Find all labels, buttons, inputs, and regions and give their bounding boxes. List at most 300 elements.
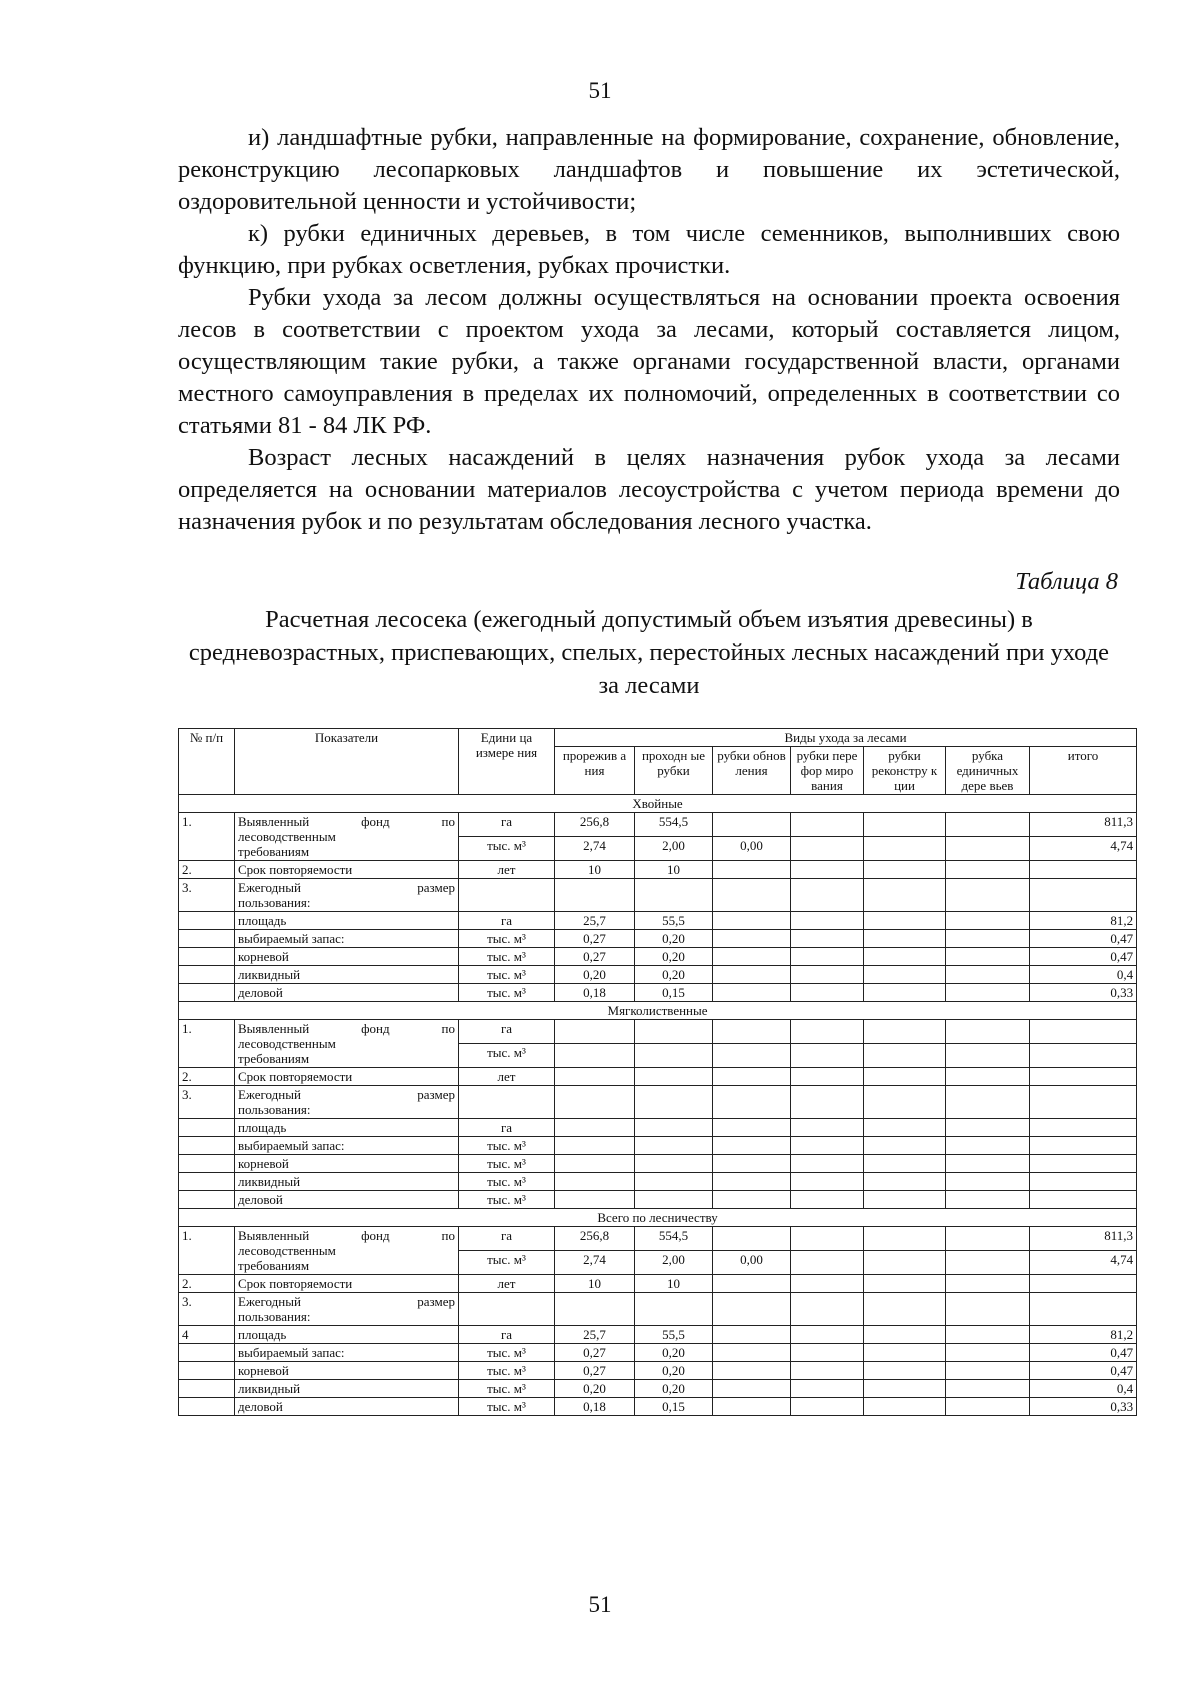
row-label: выбираемый запас:: [235, 930, 459, 948]
table-cell: 81,2: [1030, 1326, 1137, 1344]
table-cell: [555, 1137, 635, 1155]
table-cell: [864, 1227, 946, 1251]
table-cell: [864, 1137, 946, 1155]
table-cell: 0,27: [555, 1362, 635, 1380]
row-label: Срок повторяемости: [235, 1275, 459, 1293]
unit-cell: га: [459, 813, 555, 837]
row-label: [235, 1086, 459, 1119]
label-line: пользования:: [238, 1309, 311, 1324]
table-cell: 2,00: [635, 1251, 713, 1275]
unit-cell: тыс. м³: [459, 966, 555, 984]
table-cell: 0,15: [635, 1398, 713, 1416]
table-cell: [946, 1173, 1030, 1191]
table-cell: [555, 1086, 635, 1119]
table-row: [179, 861, 1137, 879]
row-label: площадь: [235, 912, 459, 930]
table-cell: [864, 1086, 946, 1119]
table-cell: 0,20: [635, 966, 713, 984]
table-cell: 0,4: [1030, 1380, 1137, 1398]
unit-cell: [459, 879, 555, 912]
row-number: [179, 1137, 235, 1155]
table-cell: [946, 1020, 1030, 1044]
row-number: 3.: [179, 1086, 235, 1119]
table-cell: [635, 1020, 713, 1044]
fund-label-line: [238, 1228, 455, 1243]
table-cell: [555, 1119, 635, 1137]
paragraph: Рубки ухода за лесом должны осуществляться на основании проекта освоения лесов в соответствии с проектом ухода за лесами, который составляется лицом, осуществляющим такие рубки, а также органами государственной власти, органами местного самоуправления в пределах их полномочий, определенных в соответствии со статьями 81 - 84 ЛК РФ.: [178, 284, 1120, 439]
table-title: Расчетная лесосека (ежегодный допустимый объем изъятия древесины) в средневозрастных, приспевающих, спелых, перестойных лесных насаждений при уходе за лесами: [188, 606, 1110, 699]
table-cell: [864, 930, 946, 948]
unit-cell: тыс. м³: [459, 1155, 555, 1173]
table-cell: [946, 1227, 1030, 1251]
table-cell: [791, 984, 864, 1002]
table-cell: [946, 948, 1030, 966]
table-cell: [864, 1173, 946, 1191]
table-row: [179, 930, 1137, 948]
unit-cell: тыс. м³: [459, 1251, 555, 1275]
table-cell: [946, 930, 1030, 948]
row-label: ликвидный: [235, 1380, 459, 1398]
row-number: [179, 1173, 235, 1191]
table-cell: [791, 879, 864, 912]
table-cell: [946, 861, 1030, 879]
table-cell: [791, 1137, 864, 1155]
fund-label-line: [238, 814, 455, 829]
table-cell: [1030, 1020, 1137, 1044]
row-label: деловой: [235, 984, 459, 1002]
table-cell: [713, 930, 791, 948]
table-cell: [713, 1293, 791, 1326]
table-cell: [1030, 1191, 1137, 1209]
table-cell: 4,74: [1030, 1251, 1137, 1275]
table-cell: [1030, 1293, 1137, 1326]
table-cell: [713, 912, 791, 930]
label-line: пользования:: [238, 895, 311, 910]
table-cell: [791, 930, 864, 948]
table-cell: 0,18: [555, 984, 635, 1002]
table-cell: [713, 1119, 791, 1137]
table-cell: [791, 861, 864, 879]
table-cell: [713, 1326, 791, 1344]
table-cell: 0,20: [635, 1344, 713, 1362]
table-cell: [635, 1191, 713, 1209]
section-title: Всего по лесничеству: [179, 1209, 1137, 1227]
table-cell: 256,8: [555, 813, 635, 837]
table-cell: 0,33: [1030, 984, 1137, 1002]
table-row: [179, 948, 1137, 966]
unit-cell: [459, 1086, 555, 1119]
row-label: площадь: [235, 1326, 459, 1344]
table-cell: [635, 1173, 713, 1191]
row-number: [179, 1344, 235, 1362]
row-label: [235, 813, 459, 861]
section-title: Мягколиственные: [179, 1002, 1137, 1020]
table-cell: [864, 1344, 946, 1362]
row-number: 3.: [179, 1293, 235, 1326]
table-cell: [1030, 861, 1137, 879]
unit-cell: лет: [459, 1275, 555, 1293]
unit-cell: тыс. м³: [459, 1173, 555, 1191]
annual-label-line: [238, 1294, 455, 1309]
table-cell: [864, 912, 946, 930]
label-line: требованиям: [238, 844, 310, 859]
unit-cell: лет: [459, 1068, 555, 1086]
table-cell: [946, 813, 1030, 837]
row-label: деловой: [235, 1398, 459, 1416]
table-cell: 0,47: [1030, 1344, 1137, 1362]
table-cell: [864, 813, 946, 837]
table-row: [179, 1275, 1137, 1293]
row-label: корневой: [235, 1362, 459, 1380]
table-cell: [713, 1275, 791, 1293]
table-cell: [946, 1137, 1030, 1155]
table-cell: [791, 1086, 864, 1119]
table-cell: 0,18: [555, 1398, 635, 1416]
table-cell: [864, 1362, 946, 1380]
table-cell: 0,47: [1030, 1362, 1137, 1380]
table-cell: [713, 1362, 791, 1380]
unit-cell: тыс. м³: [459, 930, 555, 948]
row-label: Срок повторяемости: [235, 1068, 459, 1086]
table-cell: [946, 1398, 1030, 1416]
table-cell: 0,20: [635, 930, 713, 948]
table-cell: [713, 948, 791, 966]
table-cell: [1030, 1119, 1137, 1137]
table-cell: [864, 966, 946, 984]
table-row: [179, 966, 1137, 984]
table-row: [179, 1137, 1137, 1155]
table-cell: [635, 1068, 713, 1086]
label-word: размер: [417, 1087, 455, 1102]
row-number: 2.: [179, 1275, 235, 1293]
table-cell: [1030, 1086, 1137, 1119]
table-cell: 81,2: [1030, 912, 1137, 930]
table-cell: [946, 1380, 1030, 1398]
page-number-bottom: 51: [588, 1592, 612, 1617]
table-cell: [946, 1251, 1030, 1275]
table-cell: 0,20: [635, 1362, 713, 1380]
table-row: [179, 1326, 1137, 1344]
table-cell: 554,5: [635, 1227, 713, 1251]
table-cell: [946, 1086, 1030, 1119]
table-cell: 2,74: [555, 837, 635, 861]
table-row: [179, 1380, 1137, 1398]
table-cell: [946, 1068, 1030, 1086]
table-row: [179, 1344, 1137, 1362]
table-cell: [791, 1326, 864, 1344]
table-row: [179, 1398, 1137, 1416]
table-cell: 0,20: [555, 966, 635, 984]
table-cell: 4,74: [1030, 837, 1137, 861]
table-cell: [713, 1344, 791, 1362]
unit-cell: тыс. м³: [459, 1398, 555, 1416]
table-cell: [864, 861, 946, 879]
table-cell: [635, 879, 713, 912]
table-cell: [946, 1119, 1030, 1137]
label-line: требованиям: [238, 1051, 310, 1066]
row-number: [179, 1119, 235, 1137]
table-cell: [1030, 879, 1137, 912]
table-cell: [713, 1227, 791, 1251]
table-cell: 25,7: [555, 912, 635, 930]
table-cell: [946, 1155, 1030, 1173]
table-cell: [555, 1044, 635, 1068]
table-cell: [791, 1155, 864, 1173]
row-number: [179, 1155, 235, 1173]
table-row: [179, 879, 1137, 912]
table-cell: [864, 948, 946, 966]
table-cell: [864, 1020, 946, 1044]
table-row: [179, 1020, 1137, 1044]
table-cell: [864, 1275, 946, 1293]
table-cell: [864, 1293, 946, 1326]
table-row: [179, 1173, 1137, 1191]
table-cell: [791, 1251, 864, 1275]
table-row: [179, 912, 1137, 930]
table-cell: 10: [635, 861, 713, 879]
row-number: [179, 912, 235, 930]
unit-cell: тыс. м³: [459, 1362, 555, 1380]
header-indicator: Показатели: [235, 729, 459, 795]
row-label: ликвидный: [235, 1173, 459, 1191]
unit-cell: тыс. м³: [459, 1344, 555, 1362]
row-number: 3.: [179, 879, 235, 912]
row-number: 1.: [179, 1227, 235, 1275]
table-cell: [946, 912, 1030, 930]
table-cell: [946, 1326, 1030, 1344]
row-label: площадь: [235, 1119, 459, 1137]
annual-label-line: [238, 1087, 455, 1102]
header-col: прорежив а ния: [555, 747, 635, 795]
header-col: проходн ые рубки: [635, 747, 713, 795]
table-cell: [864, 879, 946, 912]
table-cell: [946, 1275, 1030, 1293]
table-header: [179, 729, 1137, 795]
table-cell: [864, 1191, 946, 1209]
row-label: [235, 1293, 459, 1326]
unit-cell: [459, 1293, 555, 1326]
paragraph: Возраст лесных насаждений в целях назначения рубок ухода за лесами определяется на основании материалов лесоустройства с учетом периода времени до назначения рубок и по результатам обследования лесного участка.: [178, 444, 1120, 535]
label-word: фонд: [361, 1228, 390, 1243]
label-word: размер: [417, 1294, 455, 1309]
table-cell: 10: [555, 1275, 635, 1293]
table-cell: [791, 1227, 864, 1251]
table-cell: [713, 966, 791, 984]
table-cell: [864, 837, 946, 861]
table-cell: [555, 879, 635, 912]
unit-cell: тыс. м³: [459, 837, 555, 861]
table-cell: 811,3: [1030, 813, 1137, 837]
header-col: рубка единичных дере вьев: [946, 747, 1030, 795]
row-number: [179, 984, 235, 1002]
label-word: фонд: [361, 814, 390, 829]
table-cell: [946, 1044, 1030, 1068]
row-number: [179, 1362, 235, 1380]
table-cell: [791, 912, 864, 930]
table-cell: [864, 1380, 946, 1398]
table-cell: [946, 837, 1030, 861]
table-cell: 0,00: [713, 1251, 791, 1275]
section-title: Хвойные: [179, 795, 1137, 813]
table-row: [179, 1227, 1137, 1251]
label-word: Ежегодный: [238, 1294, 301, 1309]
unit-cell: лет: [459, 861, 555, 879]
table-cell: 0,33: [1030, 1398, 1137, 1416]
row-label: выбираемый запас:: [235, 1137, 459, 1155]
row-label: деловой: [235, 1191, 459, 1209]
table-cell: [555, 1155, 635, 1173]
table-cell: 2,74: [555, 1251, 635, 1275]
table-cell: [1030, 1137, 1137, 1155]
table-cell: [713, 1380, 791, 1398]
table-cell: [635, 1293, 713, 1326]
header-unit: Едини ца измере ния: [459, 729, 555, 795]
header-col: рубки реконстру к ции: [864, 747, 946, 795]
table-cell: [635, 1137, 713, 1155]
table-cell: [791, 1380, 864, 1398]
table-body: [179, 795, 1137, 1416]
table-cell: [864, 1119, 946, 1137]
table-cell: 0,00: [713, 837, 791, 861]
table-cell: [555, 1293, 635, 1326]
table-cell: [791, 1068, 864, 1086]
table-cell: 0,47: [1030, 948, 1137, 966]
table-cell: [791, 966, 864, 984]
unit-cell: тыс. м³: [459, 1137, 555, 1155]
table-cell: [1030, 1173, 1137, 1191]
row-number: 2.: [179, 861, 235, 879]
section-row: [179, 1209, 1137, 1227]
table-cell: [864, 984, 946, 1002]
paragraph: к) рубки единичных деревьев, в том числе семенников, выполнивших свою функцию, при рубках осветления, рубках прочистки.: [178, 220, 1120, 279]
label-line: требованиям: [238, 1258, 310, 1273]
table-cell: [864, 1068, 946, 1086]
table-cell: 10: [555, 861, 635, 879]
allowable-cut-table: [178, 728, 1137, 1416]
table-cell: [1030, 1275, 1137, 1293]
row-number: 2.: [179, 1068, 235, 1086]
table-row: [179, 1086, 1137, 1119]
annual-label-line: [238, 880, 455, 895]
header-num: № п/п: [179, 729, 235, 795]
paragraph: и) ландшафтные рубки, направленные на формирование, сохранение, обновление, реконструкцию лесопарковых ландшафтов и повышение их эстетической, оздоровительной ценности и устойчивости;: [178, 124, 1120, 215]
section-row: [179, 795, 1137, 813]
row-number: [179, 966, 235, 984]
table-row: [179, 1362, 1137, 1380]
table-cell: [555, 1191, 635, 1209]
row-label: ликвидный: [235, 966, 459, 984]
row-label: [235, 879, 459, 912]
table-cell: [946, 1191, 1030, 1209]
table-cell: [791, 1191, 864, 1209]
row-label: выбираемый запас:: [235, 1344, 459, 1362]
row-number: [179, 1191, 235, 1209]
table-cell: [791, 837, 864, 861]
table-cell: [713, 1155, 791, 1173]
label-line: лесоводственным: [238, 829, 336, 844]
table-cell: 0,27: [555, 1344, 635, 1362]
table-cell: [713, 1044, 791, 1068]
row-number: [179, 948, 235, 966]
table-cell: [864, 1398, 946, 1416]
table-cell: [635, 1119, 713, 1137]
table-cell: [713, 879, 791, 912]
header-col: рубки пере фор миро вания: [791, 747, 864, 795]
table-row: [179, 1191, 1137, 1209]
row-number: [179, 1380, 235, 1398]
table-cell: [713, 813, 791, 837]
unit-cell: тыс. м³: [459, 1380, 555, 1398]
table-cell: [713, 1068, 791, 1086]
table-cell: [713, 1191, 791, 1209]
unit-cell: тыс. м³: [459, 984, 555, 1002]
table-cell: 0,47: [1030, 930, 1137, 948]
table-cell: [1030, 1155, 1137, 1173]
table-cell: [791, 1020, 864, 1044]
table-row: [179, 1293, 1137, 1326]
table-cell: [1030, 1068, 1137, 1086]
page-number-top: 51: [588, 78, 612, 103]
table-cell: [791, 1275, 864, 1293]
table-cell: [791, 1173, 864, 1191]
table-cell: [791, 1344, 864, 1362]
body-text: [178, 122, 1120, 538]
table-cell: 0,27: [555, 930, 635, 948]
table-cell: [713, 1086, 791, 1119]
table-cell: 811,3: [1030, 1227, 1137, 1251]
label-word: Выявленный: [238, 814, 310, 829]
table-cell: [791, 1293, 864, 1326]
fund-label-line: [238, 1021, 455, 1036]
table-cell: 0,27: [555, 948, 635, 966]
label-word: по: [441, 814, 455, 829]
unit-cell: га: [459, 1326, 555, 1344]
table-cell: [635, 1044, 713, 1068]
table-cell: [713, 861, 791, 879]
table-cell: [946, 1344, 1030, 1362]
table-row: [179, 1155, 1137, 1173]
table-cell: [555, 1173, 635, 1191]
table-cell: [635, 1086, 713, 1119]
label-line: лесоводственным: [238, 1243, 336, 1258]
label-word: Выявленный: [238, 1228, 310, 1243]
table-cell: [791, 813, 864, 837]
table-cell: [791, 1119, 864, 1137]
label-line: лесоводственным: [238, 1036, 336, 1051]
table-cell: 55,5: [635, 1326, 713, 1344]
label-word: по: [441, 1228, 455, 1243]
table-cell: [713, 1398, 791, 1416]
label-word: Ежегодный: [238, 1087, 301, 1102]
row-label: корневой: [235, 948, 459, 966]
table-container: [178, 728, 1136, 1416]
table-cell: [791, 1398, 864, 1416]
table-cell: [864, 1044, 946, 1068]
table-cell: 0,15: [635, 984, 713, 1002]
label-word: по: [441, 1021, 455, 1036]
unit-cell: га: [459, 1020, 555, 1044]
unit-cell: тыс. м³: [459, 1044, 555, 1068]
table-cell: [864, 1251, 946, 1275]
header-col: рубки обнов ления: [713, 747, 791, 795]
table-cell: 10: [635, 1275, 713, 1293]
row-number: [179, 1398, 235, 1416]
unit-cell: тыс. м³: [459, 1191, 555, 1209]
table-cell: [864, 1326, 946, 1344]
label-line: пользования:: [238, 1102, 311, 1117]
unit-cell: га: [459, 912, 555, 930]
table-cell: [864, 1155, 946, 1173]
